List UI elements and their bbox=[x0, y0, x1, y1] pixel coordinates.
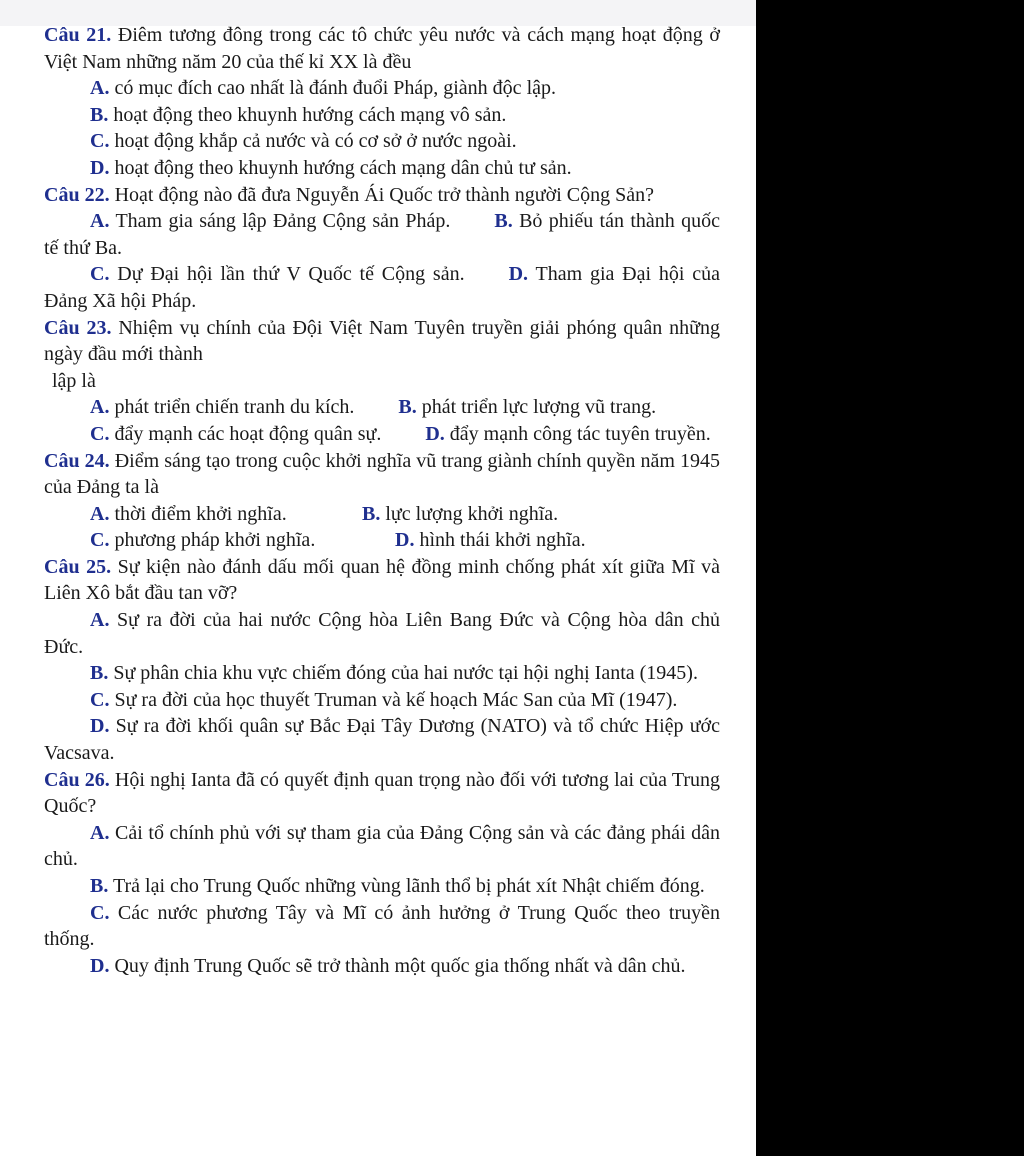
question-label: Câu 22. bbox=[44, 183, 110, 206]
question-text: Nhiệm vụ chính của Đội Việt Nam Tuyên truyền giải phóng quân những ngày đầu mới thành bbox=[44, 316, 720, 366]
option-21-d: D. hoạt động theo khuynh hướng cách mạng dân chủ tư sản. bbox=[90, 156, 572, 179]
question-22 bbox=[44, 182, 720, 209]
option-22-ab: A. Tham gia sáng lập Đảng Cộng sản Pháp. B. Bỏ phiếu tán thành quốc tế thứ Ba. bbox=[44, 210, 720, 259]
question-label: Câu 21. bbox=[44, 24, 112, 46]
option-26-b: B. Trả lại cho Trung Quốc những vùng lãnh thổ bị phát xít Nhật chiếm đóng. bbox=[90, 875, 705, 897]
option-24-cd: C. phương pháp khởi nghĩa. D. hình thái khởi nghĩa. bbox=[90, 529, 586, 552]
option-21-b: B. hoạt động theo khuynh hướng cách mạng vô sản. bbox=[90, 103, 507, 126]
question-text: Sự kiện nào đánh dấu mối quan hệ đồng minh chống phát xít giữa Mĩ và Liên Xô bắt đầu tan vỡ? bbox=[44, 555, 720, 605]
option-23-cd: C. đẩy mạnh các hoạt động quân sự. D. đẩy mạnh công tác tuyên truyền. bbox=[90, 422, 711, 445]
question-23-continuation: lập là bbox=[52, 369, 96, 392]
question-24 bbox=[44, 448, 720, 501]
question-label: Câu 26. bbox=[44, 768, 110, 791]
option-26-c: C. Các nước phương Tây và Mĩ có ảnh hưởng ở Trung Quốc theo truyền thống. bbox=[44, 901, 720, 951]
question-25 bbox=[44, 554, 720, 607]
option-21-c: C. hoạt động khắp cả nước và có cơ sở ở nước ngoài. bbox=[90, 130, 517, 153]
question-text: Điểm sáng tạo trong cuộc khởi nghĩa vũ trang giành chính quyền năm 1945 của Đảng ta là bbox=[44, 449, 720, 499]
option-25-d: D. Sự ra đời khối quân sự Bắc Đại Tây Dương (NATO) và tổ chức Hiệp ước Vacsava. bbox=[44, 715, 720, 765]
question-list bbox=[44, 22, 720, 979]
question-text: Hội nghị Ianta đã có quyết định quan trọng nào đối với tương lai của Trung Quốc? bbox=[44, 768, 720, 818]
option-26-a: A. Cải tổ chính phủ với sự tham gia của Đảng Cộng sản và các đảng phái dân chủ. bbox=[44, 821, 720, 871]
option-23-ab: A. phát triển chiến tranh du kích. B. phát triển lực lượng vũ trang. bbox=[90, 396, 657, 419]
option-25-a: A. Sự ra đời của hai nước Cộng hòa Liên Bang Đức và Cộng hòa dân chủ Đức. bbox=[44, 609, 720, 658]
option-25-b: B. Sự phân chia khu vực chiếm đóng của hai nước tại hội nghị Ianta (1945). bbox=[90, 662, 698, 685]
question-text: Hoạt động nào đã đưa Nguyễn Ái Quốc trở thành người Cộng Sản? bbox=[109, 183, 654, 206]
question-label: Câu 24. bbox=[44, 449, 110, 472]
question-21 bbox=[44, 22, 720, 75]
option-26-d: D. Quy định Trung Quốc sẽ trở thành một quốc gia thống nhất và dân chủ. bbox=[90, 954, 686, 977]
question-label: Câu 23. bbox=[44, 316, 112, 339]
question-23 bbox=[44, 315, 720, 368]
option-21-a: A. có mục đích cao nhất là đánh đuổi Pháp, giành độc lập. bbox=[90, 77, 556, 100]
question-label: Câu 25. bbox=[44, 555, 112, 578]
option-25-c: C. Sự ra đời của học thuyết Truman và kế hoạch Mác San của Mĩ (1947). bbox=[90, 688, 678, 711]
option-22-cd: C. Dự Đại hội lần thứ V Quốc tế Cộng sản. D. Tham gia Đại hội của Đảng Xã hội Pháp. bbox=[44, 263, 720, 312]
option-24-ab: A. thời điểm khởi nghĩa. B. lực lượng khởi nghĩa. bbox=[90, 502, 559, 525]
question-26 bbox=[44, 767, 720, 820]
question-text: Điêm tương đông trong các tô chức yêu nước và cách mạng hoạt động ở Việt Nam những năm 20 của thế kỉ XX là đều bbox=[44, 24, 720, 73]
